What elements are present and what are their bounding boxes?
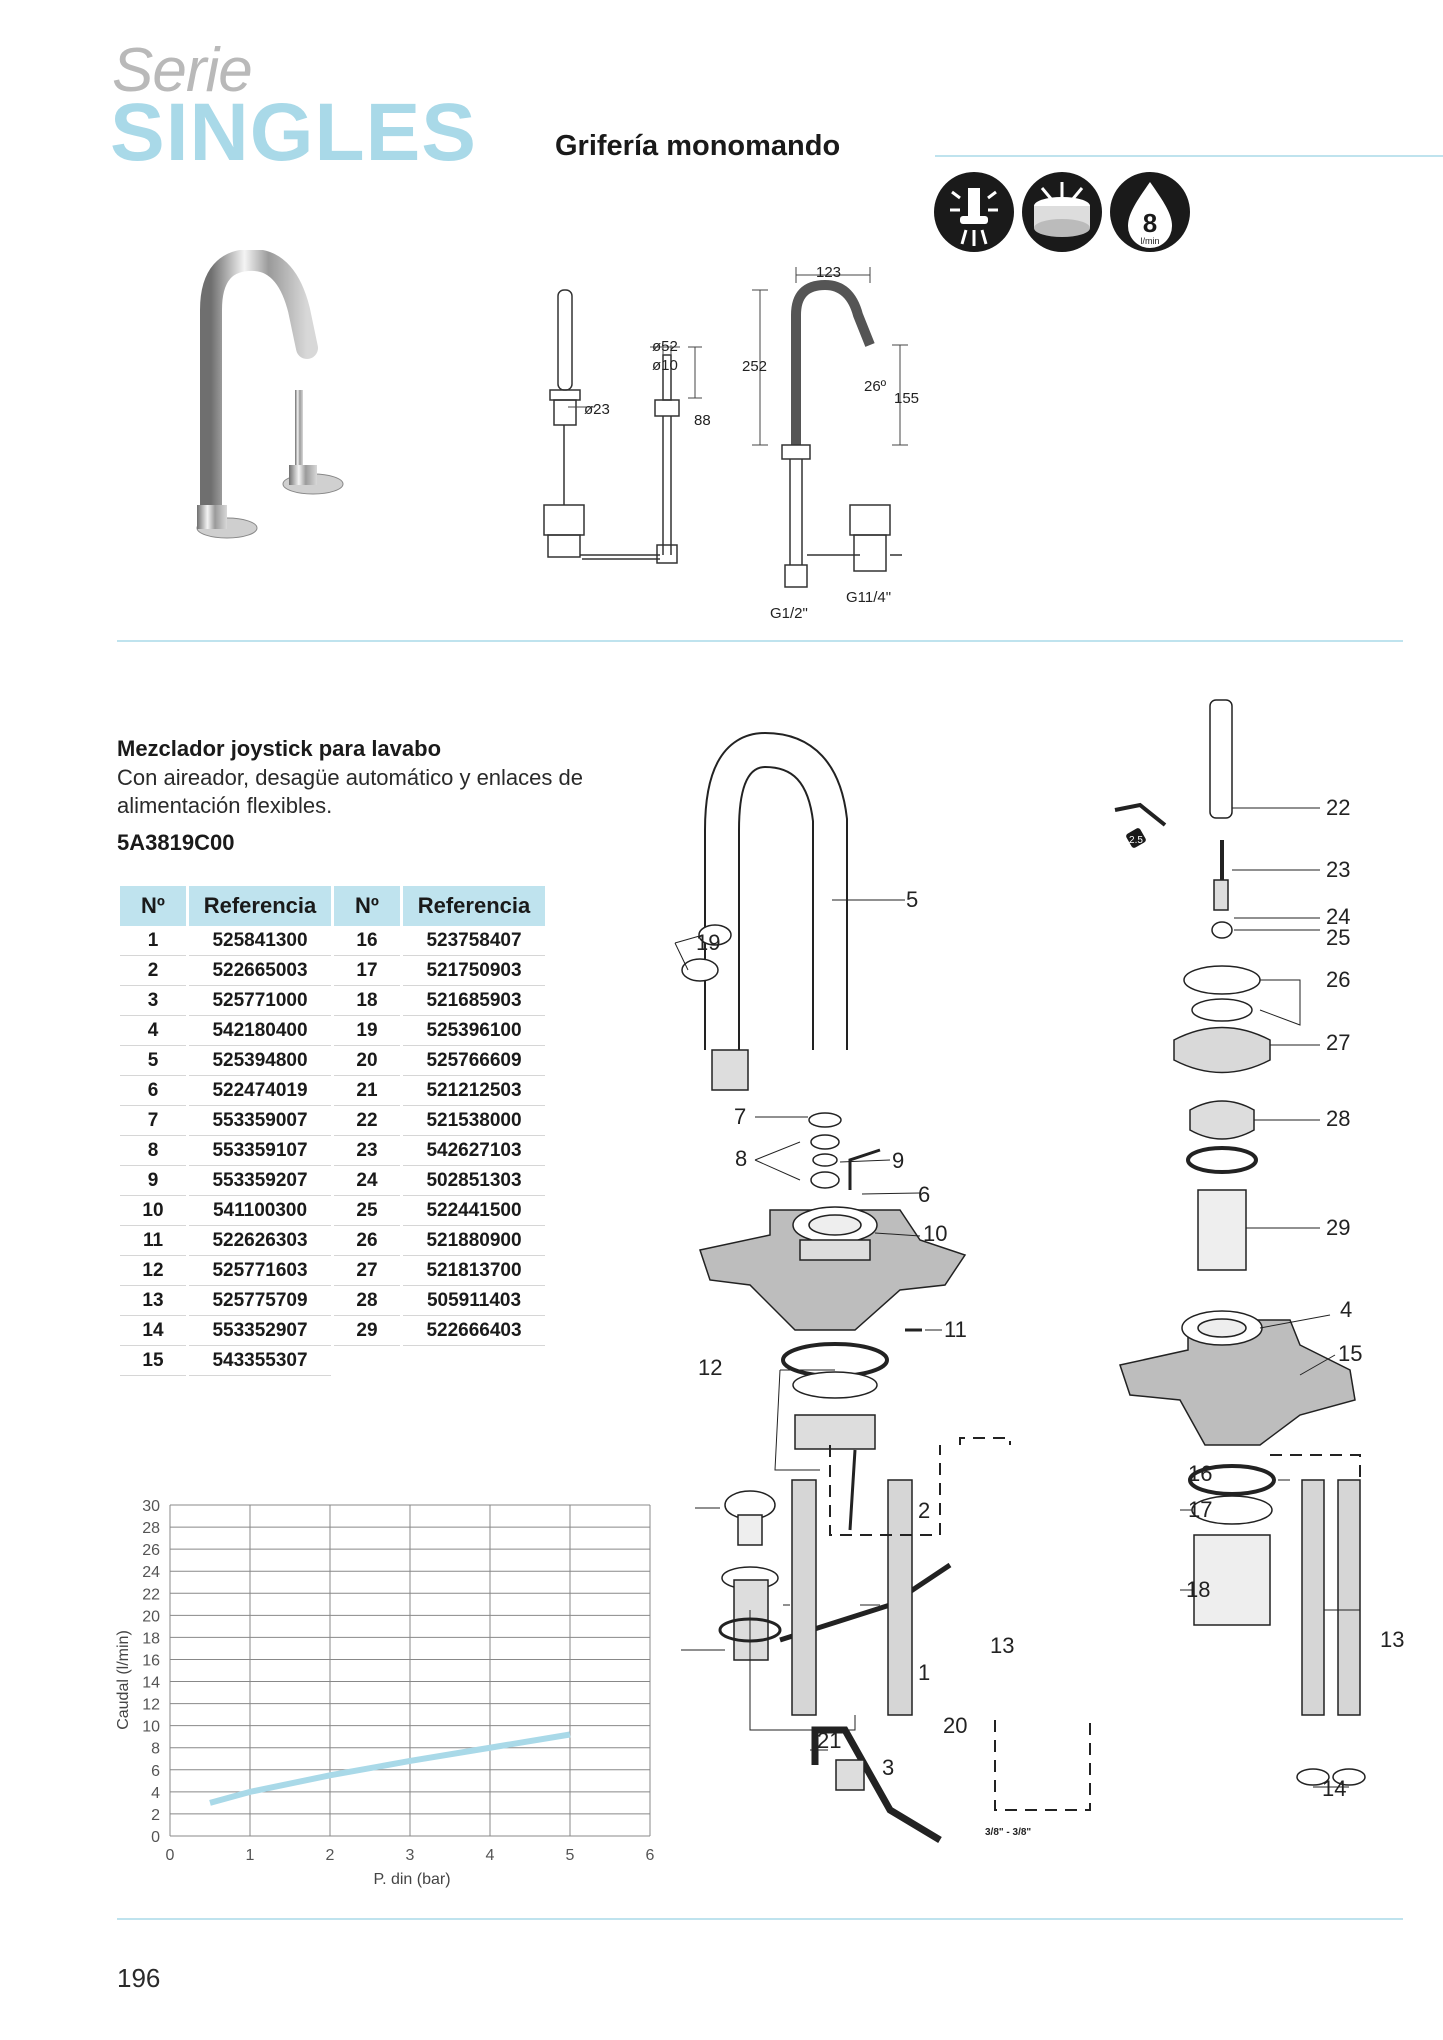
table-row xyxy=(120,1226,545,1256)
part-number: 23 xyxy=(334,1136,400,1166)
dim-angle: 26º xyxy=(864,378,887,395)
callout-1: 1 xyxy=(918,1660,931,1685)
header-no: Nº xyxy=(120,886,186,926)
y-tick-label: 24 xyxy=(142,1564,160,1582)
part-reference: 502851303 xyxy=(403,1166,545,1196)
chart-ylabel: Caudal (l/min) xyxy=(115,1630,132,1730)
callout-18: 18 xyxy=(1186,1577,1211,1602)
part-number: 26 xyxy=(334,1226,400,1256)
part-reference: 525766609 xyxy=(403,1046,545,1076)
part-number: 17 xyxy=(334,956,400,986)
part-reference: 525841300 xyxy=(189,926,331,956)
table-row xyxy=(120,956,545,986)
part-reference: 521685903 xyxy=(403,986,545,1016)
part-number: 21 xyxy=(334,1076,400,1106)
part-number: 18 xyxy=(334,986,400,1016)
callout-7: 7 xyxy=(734,1104,747,1129)
part-number: 19 xyxy=(334,1016,400,1046)
x-tick-label: 2 xyxy=(325,1847,335,1864)
part-number: 28 xyxy=(334,1286,400,1316)
table-row xyxy=(120,986,545,1016)
part-reference: 553359007 xyxy=(189,1106,331,1136)
part-number: 9 xyxy=(120,1166,186,1196)
callout-20: 20 xyxy=(943,1713,968,1738)
callout-27: 27 xyxy=(1326,1030,1351,1055)
part-reference: 525394800 xyxy=(189,1046,331,1076)
header-rule xyxy=(935,155,1443,157)
product-title: Mezclador joystick para lavabo xyxy=(117,736,442,761)
page-number: 196 xyxy=(117,1963,161,1993)
table-row xyxy=(120,1316,545,1346)
dim-thread-half: G1/2" xyxy=(770,605,808,622)
header-reference: Referencia xyxy=(189,886,331,926)
y-tick-label: 6 xyxy=(151,1762,160,1780)
flow-rate-unit: l/min xyxy=(1140,236,1160,246)
table-row xyxy=(120,1136,545,1166)
dim-d52: ø52 xyxy=(652,338,678,355)
callout-21: 21 xyxy=(817,1728,842,1753)
series-prefix: Serie xyxy=(112,36,252,105)
table-row xyxy=(120,1106,545,1136)
callout-24: 24 xyxy=(1326,904,1351,929)
x-tick-label: 3 xyxy=(405,1847,415,1864)
table-row xyxy=(120,1166,545,1196)
part-reference: 522474019 xyxy=(189,1076,331,1106)
part-number: 15 xyxy=(120,1346,186,1376)
part-number: 8 xyxy=(120,1136,186,1166)
part-reference: 525775709 xyxy=(189,1286,331,1316)
y-tick-label: 30 xyxy=(142,1498,160,1515)
exploded-parts-diagram xyxy=(600,680,1420,1880)
part-reference: 525771603 xyxy=(189,1256,331,1286)
callout-16: 16 xyxy=(1188,1461,1213,1486)
dim-d10: ø10 xyxy=(652,357,678,374)
x-tick-label: 6 xyxy=(645,1847,655,1864)
part-number: 16 xyxy=(334,926,400,956)
callout-2: 2 xyxy=(918,1498,931,1523)
part-number: 25 xyxy=(334,1196,400,1226)
y-tick-label: 4 xyxy=(151,1784,160,1802)
part-number: 5 xyxy=(120,1046,186,1076)
part-reference: 553359207 xyxy=(189,1166,331,1196)
chart-xlabel: P. din (bar) xyxy=(373,1871,451,1888)
callout-5: 5 xyxy=(906,887,919,912)
part-number: 29 xyxy=(334,1316,400,1346)
callout-6: 6 xyxy=(918,1182,931,1207)
callout-13: 13 xyxy=(990,1633,1015,1658)
series-name: SINGLES xyxy=(110,87,477,178)
category-title: Grifería monomando xyxy=(555,130,841,162)
callout-11: 11 xyxy=(944,1317,967,1342)
flow-rate-badge xyxy=(1110,172,1190,252)
flow-rate-value: 8 xyxy=(1142,208,1158,238)
part-reference: 543355307 xyxy=(189,1346,331,1376)
y-tick-label: 16 xyxy=(142,1652,160,1670)
part-reference: 525771000 xyxy=(189,986,331,1016)
part-reference: 522665003 xyxy=(189,956,331,986)
x-tick-label: 0 xyxy=(165,1847,175,1864)
y-tick-label: 8 xyxy=(151,1740,160,1758)
part-number: 13 xyxy=(120,1286,186,1316)
dim-w123: 123 xyxy=(816,264,842,281)
table-row xyxy=(120,1016,545,1046)
part-reference: 541100300 xyxy=(189,1196,331,1226)
part-number: 20 xyxy=(334,1046,400,1076)
table-row xyxy=(120,926,545,956)
parts-table xyxy=(117,886,548,1376)
part-number: 24 xyxy=(334,1166,400,1196)
product-photo xyxy=(175,250,375,550)
dim-d23: ø23 xyxy=(584,401,610,418)
product-description: Con aireador, desagüe automático y enlaces de alimentación flexibles. xyxy=(117,765,583,818)
callout-22: 22 xyxy=(1326,795,1351,820)
part-reference xyxy=(403,1346,545,1376)
part-reference: 542180400 xyxy=(189,1016,331,1046)
dim-h252: 252 xyxy=(742,358,768,375)
y-tick-label: 2 xyxy=(151,1806,160,1824)
part-reference: 521212503 xyxy=(403,1076,545,1106)
dim-h88: 88 xyxy=(694,412,711,429)
callout-3: 3 xyxy=(882,1755,895,1780)
callout-10: 10 xyxy=(923,1221,948,1246)
callout-12: 12 xyxy=(698,1355,723,1380)
callout-26: 26 xyxy=(1326,967,1351,992)
part-number: 12 xyxy=(120,1256,186,1286)
part-reference: 505911403 xyxy=(403,1286,545,1316)
hex-key-label: 2.5 xyxy=(1129,835,1143,846)
flow-curve xyxy=(210,1734,570,1802)
dimension-drawing xyxy=(520,255,940,625)
part-reference: 521813700 xyxy=(403,1256,545,1286)
y-tick-label: 12 xyxy=(142,1696,160,1714)
dim-h155: 155 xyxy=(894,390,920,407)
part-reference: 523758407 xyxy=(403,926,545,956)
y-tick-label: 18 xyxy=(142,1630,160,1648)
table-row xyxy=(120,1256,545,1286)
part-number: 10 xyxy=(120,1196,186,1226)
part-reference: 521750903 xyxy=(403,956,545,986)
callout-28: 28 xyxy=(1326,1106,1351,1131)
flow-rate-chart xyxy=(100,1480,700,1900)
callout-25: 25 xyxy=(1326,925,1351,950)
part-reference: 553352907 xyxy=(189,1316,331,1346)
part-reference: 522626303 xyxy=(189,1226,331,1256)
part-number: 27 xyxy=(334,1256,400,1286)
callout-15: 15 xyxy=(1338,1341,1363,1366)
x-tick-label: 4 xyxy=(485,1847,495,1864)
part-number: 2 xyxy=(120,956,186,986)
part-reference: 521538000 xyxy=(403,1106,545,1136)
callout-19: 19 xyxy=(696,930,721,955)
y-tick-label: 20 xyxy=(142,1608,160,1626)
y-tick-label: 10 xyxy=(142,1718,160,1736)
y-tick-label: 22 xyxy=(142,1586,160,1604)
section-rule xyxy=(117,640,1403,642)
table-row xyxy=(120,1286,545,1316)
connector-label: 3/8" - 3/8" xyxy=(985,1827,1032,1838)
table-row xyxy=(120,1196,545,1226)
table-row xyxy=(120,1346,545,1376)
part-number: 1 xyxy=(120,926,186,956)
callout-23: 23 xyxy=(1326,857,1351,882)
footer-rule xyxy=(117,1918,1403,1920)
y-tick-label: 26 xyxy=(142,1542,160,1560)
part-reference: 553359107 xyxy=(189,1136,331,1166)
part-number: 4 xyxy=(120,1016,186,1046)
part-reference: 542627103 xyxy=(403,1136,545,1166)
y-tick-label: 14 xyxy=(142,1674,160,1692)
part-number: 11 xyxy=(120,1226,186,1256)
part-reference: 525396100 xyxy=(403,1016,545,1046)
part-number: 7 xyxy=(120,1106,186,1136)
callout-9: 9 xyxy=(892,1148,905,1173)
part-reference: 521880900 xyxy=(403,1226,545,1256)
part-number: 14 xyxy=(120,1316,186,1346)
table-row xyxy=(120,1076,545,1106)
x-tick-label: 5 xyxy=(565,1847,575,1864)
part-number: 6 xyxy=(120,1076,186,1106)
callout-13: 13 xyxy=(1380,1627,1405,1652)
callout-29: 29 xyxy=(1326,1215,1351,1240)
part-number: 22 xyxy=(334,1106,400,1136)
aerator-icon xyxy=(934,172,1014,252)
part-number xyxy=(334,1346,400,1376)
part-reference: 522666403 xyxy=(403,1316,545,1346)
cartridge-icon xyxy=(1022,172,1102,252)
callout-14: 14 xyxy=(1322,1776,1347,1801)
header-no: Nº xyxy=(334,886,400,926)
table-row xyxy=(120,1046,545,1076)
part-reference: 522441500 xyxy=(403,1196,545,1226)
x-tick-label: 1 xyxy=(245,1847,255,1864)
header-reference: Referencia xyxy=(403,886,545,926)
product-code: 5A3819C00 xyxy=(117,830,235,855)
callout-17: 17 xyxy=(1188,1497,1213,1522)
y-tick-label: 28 xyxy=(142,1520,160,1538)
parts-table-header xyxy=(120,886,545,926)
y-tick-label: 0 xyxy=(151,1829,160,1846)
part-number: 3 xyxy=(120,986,186,1016)
feature-icons xyxy=(932,170,1202,254)
dim-thread-114: G11/4" xyxy=(846,589,892,606)
callout-4: 4 xyxy=(1340,1297,1353,1322)
callout-8: 8 xyxy=(735,1146,748,1171)
